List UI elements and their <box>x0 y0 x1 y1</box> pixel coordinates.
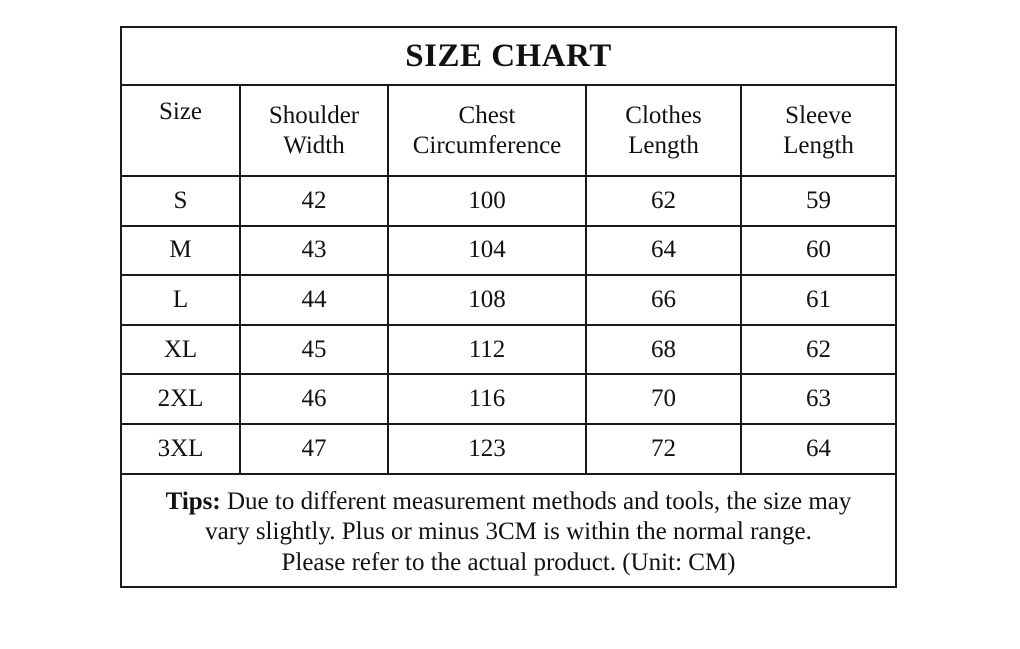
chest-circumference-cell: 112 <box>388 325 586 375</box>
table-row <box>122 176 895 226</box>
tips-note <box>122 475 895 587</box>
table-row <box>122 374 895 424</box>
table-row <box>122 226 895 276</box>
header-clothes-length-line1: Clothes <box>625 101 702 129</box>
header-clothes-length-line2: Length <box>628 131 699 159</box>
clothes-length-cell: 72 <box>586 424 741 474</box>
sleeve-length-cell: 63 <box>741 374 895 424</box>
sleeve-length-cell: 64 <box>741 424 895 474</box>
header-shoulder-width-line2: Width <box>283 131 345 159</box>
shoulder-width-cell: 47 <box>240 424 388 474</box>
header-row <box>122 86 895 176</box>
header-size-label: Size <box>158 98 203 125</box>
chest-circumference-cell: 116 <box>388 374 586 424</box>
header-chest-circumference-line1: Chest <box>458 101 516 129</box>
header-size <box>122 86 240 176</box>
tips-line3: Please refer to the actual product. (Unit: CM) <box>281 548 736 576</box>
sleeve-length-cell: 59 <box>741 176 895 226</box>
size-cell: L <box>122 275 240 325</box>
shoulder-width-cell: 43 <box>240 226 388 276</box>
header-clothes-length <box>586 86 741 176</box>
chest-circumference-cell: 123 <box>388 424 586 474</box>
sleeve-length-cell: 61 <box>741 275 895 325</box>
clothes-length-cell: 70 <box>586 374 741 424</box>
clothes-length-cell: 68 <box>586 325 741 375</box>
tips-label: Tips: <box>165 487 221 515</box>
size-cell: 2XL <box>122 374 240 424</box>
size-cell: 3XL <box>122 424 240 474</box>
size-chart <box>120 26 897 588</box>
clothes-length-cell: 64 <box>586 226 741 276</box>
size-cell: S <box>122 176 240 226</box>
shoulder-width-cell: 42 <box>240 176 388 226</box>
tips-line1: Due to different measurement methods and tools, the size may <box>227 487 852 515</box>
header-sleeve-length <box>741 86 895 176</box>
header-chest-circumference-line2: Circumference <box>412 131 562 159</box>
header-shoulder-width <box>240 86 388 176</box>
sleeve-length-cell: 62 <box>741 325 895 375</box>
chest-circumference-cell: 100 <box>388 176 586 226</box>
table-row <box>122 325 895 375</box>
chart-title: SIZE CHART <box>122 28 895 86</box>
tips-line2: vary slightly. Plus or minus 3CM is within the normal range. <box>205 518 812 546</box>
header-shoulder-width-line1: Shoulder <box>268 101 360 129</box>
header-chest-circumference <box>388 86 586 176</box>
header-sleeve-length-line2: Length <box>783 131 854 159</box>
table-row <box>122 275 895 325</box>
shoulder-width-cell: 46 <box>240 374 388 424</box>
clothes-length-cell: 62 <box>586 176 741 226</box>
table-row <box>122 424 895 474</box>
size-cell: M <box>122 226 240 276</box>
sleeve-length-cell: 60 <box>741 226 895 276</box>
shoulder-width-cell: 45 <box>240 325 388 375</box>
clothes-length-cell: 66 <box>586 275 741 325</box>
shoulder-width-cell: 44 <box>240 275 388 325</box>
header-sleeve-length-line1: Sleeve <box>785 101 852 129</box>
chest-circumference-cell: 108 <box>388 275 586 325</box>
size-table <box>122 86 895 475</box>
chest-circumference-cell: 104 <box>388 226 586 276</box>
size-cell: XL <box>122 325 240 375</box>
